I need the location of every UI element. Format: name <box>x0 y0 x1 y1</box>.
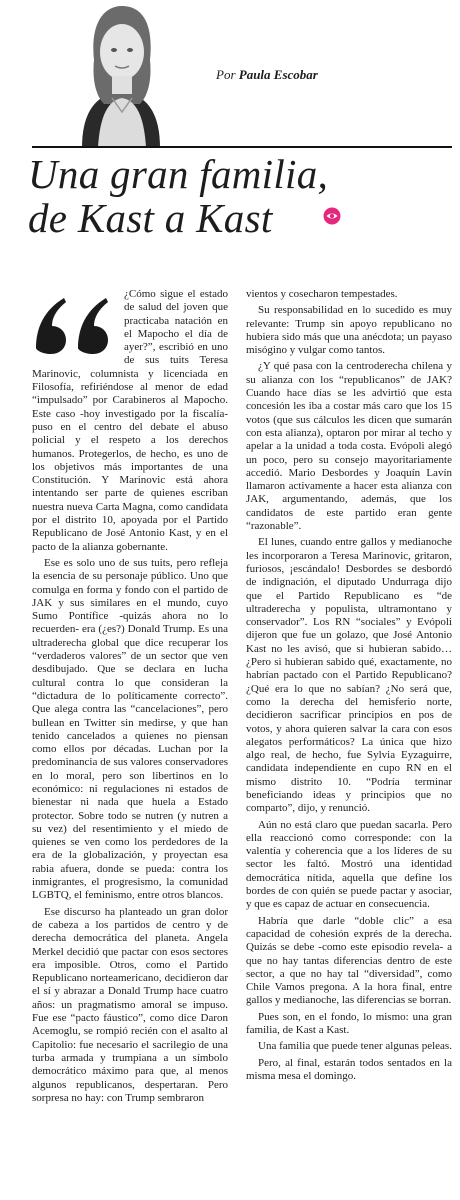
paragraph: Ese discurso ha planteado un gran dolor de cabeza a los partidos de centro y de derecha democrática del planeta. Angela Merkel decidió que pactar con esos sectores era imposible. Otros, como el Partido Republicano norteamericano, decidieron dar el sí y abrazar a Donald Trump hace cuatro años: un pragmatismo amoral se impuso. Fue ese “pacto fáustico”, como dice Daron Acemoglu, se rompió recién con el asalto al Capitolio: fue necesario el sacrilegio de una turba armada y trumpiana a un símbolo democrático máximo para que, al menos algunos republicanos, despertaran. Pero sorpresa no hay: con Trump sembraron <box>32 905 228 1104</box>
eye-icon <box>323 207 341 225</box>
paragraph: El lunes, cuando entre gallos y medianoche les incorporaron a Teresa Marinovic, gritaron, furiosos, ¡escándalo! Desbordes se desbordó de indignación, el diputado Undurraga dijo que el Partido Republicano es “de ultraderecha y populista, ultramontano y conservador”. Los RN “sociales” y Evópoli dijeron que fue un golazo, que José Antonio Kast no les avisó, que si hubieran sabido… ¿Pero si hubieran sabido qué, exactamente, no habrían pactado con el Partido Republicano? ¿Qué era lo que no sabían? ¿No será que, como la derecha del hemisferio norte, decidieron sacrificar principios en pos de votos, y ahora quieren salvar la cara con esos alegatos performáticos? La única que hizo algo real, de hecho, fue Sylvia Eyzaguirre, candidata independiente en cupo RN en el mismo distrito 10. “Podría terminar beneficiando ideas y principios que no comparto”, dijo, y renunció. <box>246 536 452 815</box>
paragraph: Pero, al final, estarán todos sentados en la misma mesa el domingo. <box>246 1056 452 1082</box>
byline-prefix: Por <box>216 67 236 82</box>
headline <box>28 152 448 240</box>
article-column-right <box>246 288 452 1086</box>
header-rule <box>32 146 452 148</box>
paragraph: Habría que darle “doble clic” a esa capacidad de cohesión exprés de la derecha. Quizás se debe -como este episodio revela- a que no hay tantas diferencias dentro de este sector, a que no hay tal “diversidad”, como Chile Vamos pregona. A la hora final, entre gallos y medianoche, las diferencias se borran. <box>246 914 452 1007</box>
paragraph: Ese es solo uno de sus tuits, pero refleja la esencia de su personaje público. Uno que comulga en forma y fondo con el partido de JAK y sus similares en el mundo, cuyo Sumo Pontífice -quizás ahora no lo recuerden- era (¿es?) Donald Trump. Es una ultraderecha global que dice recuperar los “verdaderos valores” de un sector que ven desdibujado. Que se declara en lucha cultural contra lo que consideran la “dictadura de lo políticamente correcto”. Que alega contra las “cancelaciones”, pero bullean en Twitter sin medirse, y que han tenido cancelados a quienes no piensan como ellos por décadas. Luchan por la predominancia de sus valores conservadores en lo moral, pero son libertinos en lo económico: ni regulaciones ni estados de bienestar ni nada que huela a Estado protector. Sobre todo se nutren (y nutren a su vez) del resentimiento y el miedo de quienes se ven como los perdedores de la era de la globalización, y proyectan esa rabia afuera, donde se pueda: contra los inmigrantes, el progresismo, la comunidad LGBTQ, el feminismo, entre otros blancos. <box>32 556 228 902</box>
headline-line-2: de Kast a Kast <box>28 195 273 241</box>
headline-line-1: Una gran familia, <box>28 151 329 197</box>
byline <box>216 67 318 83</box>
paragraph: Una familia que puede tener algunas peleas. <box>258 1040 452 1053</box>
paragraph: Aún no está claro que puedan sacarla. Pero ella reaccionó como corresponde: con la valentía y coherencia que a los líderes de su sector les faltó. Mostró una identidad democrática nítida, aquella que define los bordes de con quién se puede pactar y asociar, y que es capaz de actuar en consecuencia. <box>246 818 452 911</box>
author-name: Paula Escobar <box>238 67 318 82</box>
paragraph: Su responsabilidad en lo sucedido es muy relevante: Trump sin apoyo republicano no hubiera sido más que una anécdota; un payaso misógino y vulgar como tantos. <box>246 304 452 357</box>
paragraph: vientos y cosecharon tempestades. <box>246 288 398 300</box>
quote-spacer <box>32 288 118 360</box>
author-photo <box>42 0 200 148</box>
paragraph: ¿Cómo sigue el estado de salud del joven que practicaba natación en el Mapocho el día de ayer?”, escribió en uno de sus tuits Teresa Marinovic, columnista y licenciada en Filosofía, refiriéndose al menor de edad “impulsado” por Carabineros al Mapocho. Este caso -hoy investigado por la fiscalía- puso en el centro del debate el abuso policial y el respeto a los derechos humanos. Protegerlos, de hecho, es uno de los objetivos más importantes de una Constitución. Y Marinovic está ahora intentando ser parte de quienes escriban nuestra nueva Carta Magna, como candidata por el distrito 10, apoyada por el Partido Republicano de José Antonio Kast, y en el pacto de la alianza gobernante. <box>32 288 228 553</box>
paragraph: ¿Y qué pasa con la centroderecha chilena y su alianza con los “republicanos” de JAK? Cuando hace días se les advirtió que esta concesión les iba a costar más caro que los 15 votos (que sus cálculos les dicen que sumarán con esta alianza), optaron por mirar al techo y apelar a la unidad a toda costa. Evópoli alegó un poco, pero su consejo mayoritariamente accedió. Mario Desbordes y Joaquín Lavín llamaron activamente a hacer esta alianza con JAK, argumentando, además, que los candidatos de este partido eran gente “razonable”. <box>246 360 452 533</box>
paragraph: Pues son, en el fondo, lo mismo: una gran familia, de Kast a Kast. <box>246 1010 452 1037</box>
article-column-left <box>32 288 228 1108</box>
